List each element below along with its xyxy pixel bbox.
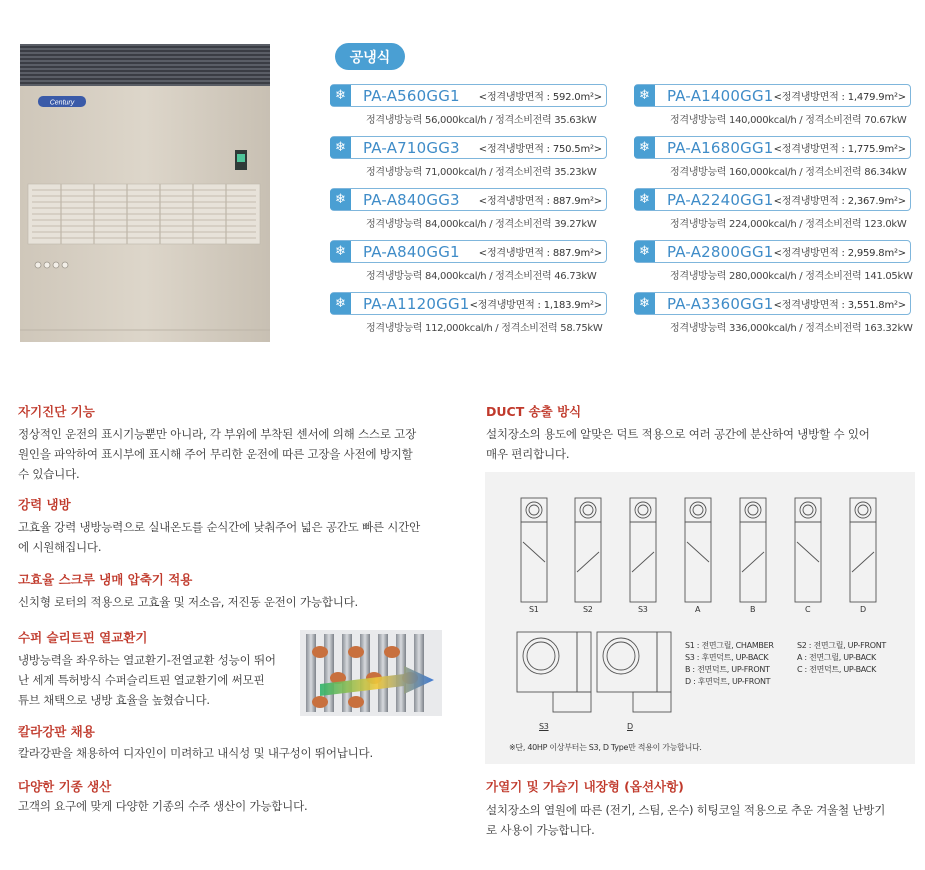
model-item: [330, 240, 615, 282]
duct-type-label: S1: [529, 605, 539, 614]
model-spec: 정격냉방능력 56,000kcal/h / 정격소비전력 35.63kW: [366, 115, 597, 126]
section-body-custom-models: [18, 796, 458, 816]
body-line: 수 있습니다.: [18, 467, 80, 481]
model-spec: 정격냉방능력 84,000kcal/h / 정격소비전력 39.27kW: [366, 219, 597, 230]
model-area: <정격냉방면적 : 1,479.9m²>: [773, 92, 906, 103]
duct-legend-item: S2 : 전면그릴, UP-FRONT: [797, 641, 886, 650]
model-code: PA-A710GG3: [363, 138, 460, 157]
model-code: PA-A2800GG1: [667, 242, 774, 261]
duct-legend-item: B : 전면덕트, UP-FRONT: [685, 665, 770, 674]
model-item: [330, 136, 615, 178]
model-code: PA-A1120GG1: [363, 294, 470, 313]
snowflake-icon: ❄: [330, 137, 351, 158]
model-spec: 정격냉방능력 84,000kcal/h / 정격소비전력 46.73kW: [366, 271, 597, 282]
body-line: 고효율 강력 냉방능력으로 실내온도를 순식간에 낮춰주어 넓은 공간도 빠른 시간안: [18, 520, 421, 534]
model-area: <정격냉방면적 : 2,367.9m²>: [773, 196, 906, 207]
section-body-heater-humidifier: [486, 800, 916, 840]
model-area: <정격냉방면적 : 887.9m²>: [478, 196, 602, 207]
body-line: 고객의 요구에 맞게 다양한 기종의 수주 생산이 가능합니다.: [18, 799, 308, 813]
body-line: 매우 편리합니다.: [486, 447, 570, 461]
snowflake-icon: ❄: [330, 293, 351, 314]
model-item: [634, 136, 919, 178]
snowflake-icon: ❄: [330, 241, 351, 262]
model-item: [634, 188, 919, 230]
snowflake-icon: ❄: [634, 293, 655, 314]
duct-type-label: S3: [539, 722, 549, 731]
model-area: <정격냉방면적 : 750.5m²>: [478, 144, 602, 155]
snowflake-icon: ❄: [634, 137, 655, 158]
model-code: PA-A840GG3: [363, 190, 460, 209]
body-line: 설치장소의 열원에 따른 (전기, 스팀, 온수) 히팅코일 적용으로 추운 겨울철 난방기: [486, 803, 886, 817]
body-line: 정상적인 운전의 표시기능뿐만 아니라, 각 부위에 부착된 센서에 의해 스스로 고장: [18, 427, 417, 441]
duct-legend-item: C : 전면덕트, UP-BACK: [797, 665, 877, 674]
body-line: 신치형 로터의 적용으로 고효율 및 저소음, 저진동 운전이 가능합니다.: [18, 595, 359, 609]
body-line: 설치장소의 용도에 알맞은 덕트 적용으로 여러 공간에 분산하여 냉방할 수 있어: [486, 427, 870, 441]
body-line: 에 시원해집니다.: [18, 540, 102, 554]
snowflake-icon: ❄: [634, 189, 655, 210]
model-code: PA-A560GG1: [363, 86, 460, 105]
duct-diagram-drawing: [485, 472, 915, 764]
duct-legend-item: S1 : 전면그릴, CHAMBER: [685, 641, 774, 650]
duct-type-label: C: [805, 605, 811, 614]
cooling-type-badge: 공냉식: [335, 43, 405, 70]
model-area: <정격냉방면적 : 3,551.8m²>: [773, 300, 906, 311]
model-code: PA-A1680GG1: [667, 138, 774, 157]
duct-type-label: A: [695, 605, 701, 614]
section-title-heater-humidifier: 가열기 및 가습기 내장형 (옵션사항): [486, 779, 684, 794]
duct-type-label: D: [627, 722, 633, 731]
section-body-slit-fin: [18, 650, 303, 710]
model-area: <정격냉방면적 : 887.9m²>: [478, 248, 602, 259]
body-line: 튜브 채택으로 냉방 효율을 높혔습니다.: [18, 693, 210, 707]
duct-type-label: S3: [638, 605, 648, 614]
snowflake-icon: ❄: [634, 241, 655, 262]
model-area: <정격냉방면적 : 592.0m²>: [478, 92, 602, 103]
section-title-duct: DUCT 송출 방식: [486, 404, 582, 419]
section-body-strong-cooling: [18, 517, 458, 557]
air-conditioner-unit-image: [20, 44, 270, 342]
snowflake-icon: ❄: [634, 85, 655, 106]
section-title-self-diagnosis: 자기진단 기능: [18, 404, 95, 419]
section-title-slit-fin: 수퍼 슬리트핀 열교환기: [18, 630, 148, 645]
model-area: <정격냉방면적 : 1,183.9m²>: [469, 300, 602, 311]
model-code: PA-A840GG1: [363, 242, 460, 261]
snowflake-icon: ❄: [330, 189, 351, 210]
model-item: [330, 84, 615, 126]
model-item: [330, 188, 615, 230]
section-title-screw-compressor: 고효율 스크루 냉매 압축기 적용: [18, 572, 193, 587]
model-item: [634, 292, 919, 334]
section-title-color-steel: 칼라강판 채용: [18, 724, 95, 739]
heat-exchanger-image: [300, 630, 442, 716]
section-body-duct: [486, 424, 916, 464]
model-item: [330, 292, 615, 334]
model-spec: 정격냉방능력 140,000kcal/h / 정격소비전력 70.67kW: [670, 115, 907, 126]
model-spec: 정격냉방능력 280,000kcal/h / 정격소비전력 141.05kW: [670, 271, 913, 282]
body-line: 로 사용이 가능합니다.: [486, 823, 595, 837]
duct-type-label: B: [750, 605, 756, 614]
section-body-self-diagnosis: [18, 424, 458, 484]
model-area: <정격냉방면적 : 2,959.8m²>: [773, 248, 906, 259]
body-line: 난 세계 특허방식 수퍼슬리트핀 열교환기에 써모핀: [18, 673, 265, 687]
model-item: [634, 84, 919, 126]
duct-type-label: S2: [583, 605, 593, 614]
duct-diagram: [485, 472, 915, 764]
section-title-strong-cooling: 강력 냉방: [18, 497, 71, 512]
model-spec: 정격냉방능력 224,000kcal/h / 정격소비전력 123.0kW: [670, 219, 907, 230]
model-code: PA-A2240GG1: [667, 190, 774, 209]
brand-logo: Century: [49, 99, 75, 107]
duct-type-label: D: [860, 605, 866, 614]
section-body-screw-compressor: [18, 592, 458, 612]
body-line: 칼라강판을 채용하여 디자인이 미려하고 내식성 및 내구성이 뛰어납니다.: [18, 746, 373, 760]
model-spec: 정격냉방능력 71,000kcal/h / 정격소비전력 35.23kW: [366, 167, 597, 178]
model-spec: 정격냉방능력 160,000kcal/h / 정격소비전력 86.34kW: [670, 167, 907, 178]
model-spec: 정격냉방능력 336,000kcal/h / 정격소비전력 163.32kW: [670, 323, 913, 334]
body-line: 원인을 파악하여 표시부에 표시해 주어 무리한 운전에 따른 고장을 사전에 방지할: [18, 447, 413, 461]
model-spec: 정격냉방능력 112,000kcal/h / 정격소비전력 58.75kW: [366, 323, 603, 334]
model-item: [634, 240, 919, 282]
snowflake-icon: ❄: [330, 85, 351, 106]
model-area: <정격냉방면적 : 1,775.9m²>: [773, 144, 906, 155]
section-title-custom-models: 다양한 기종 생산: [18, 779, 112, 794]
model-code: PA-A1400GG1: [667, 86, 774, 105]
model-code: PA-A3360GG1: [667, 294, 774, 313]
duct-legend-item: D : 후면덕트, UP-FRONT: [685, 677, 771, 686]
duct-note: ※단, 40HP 이상부터는 S3, D Type만 적용이 가능합니다.: [509, 743, 702, 752]
duct-legend-item: A : 전면그릴, UP-BACK: [797, 653, 876, 662]
body-line: 냉방능력을 좌우하는 열교환기-전열교환 성능이 뛰어: [18, 653, 276, 667]
section-body-color-steel: [18, 743, 458, 763]
duct-legend-item: S3 : 후면덕트, UP-BACK: [685, 653, 769, 662]
